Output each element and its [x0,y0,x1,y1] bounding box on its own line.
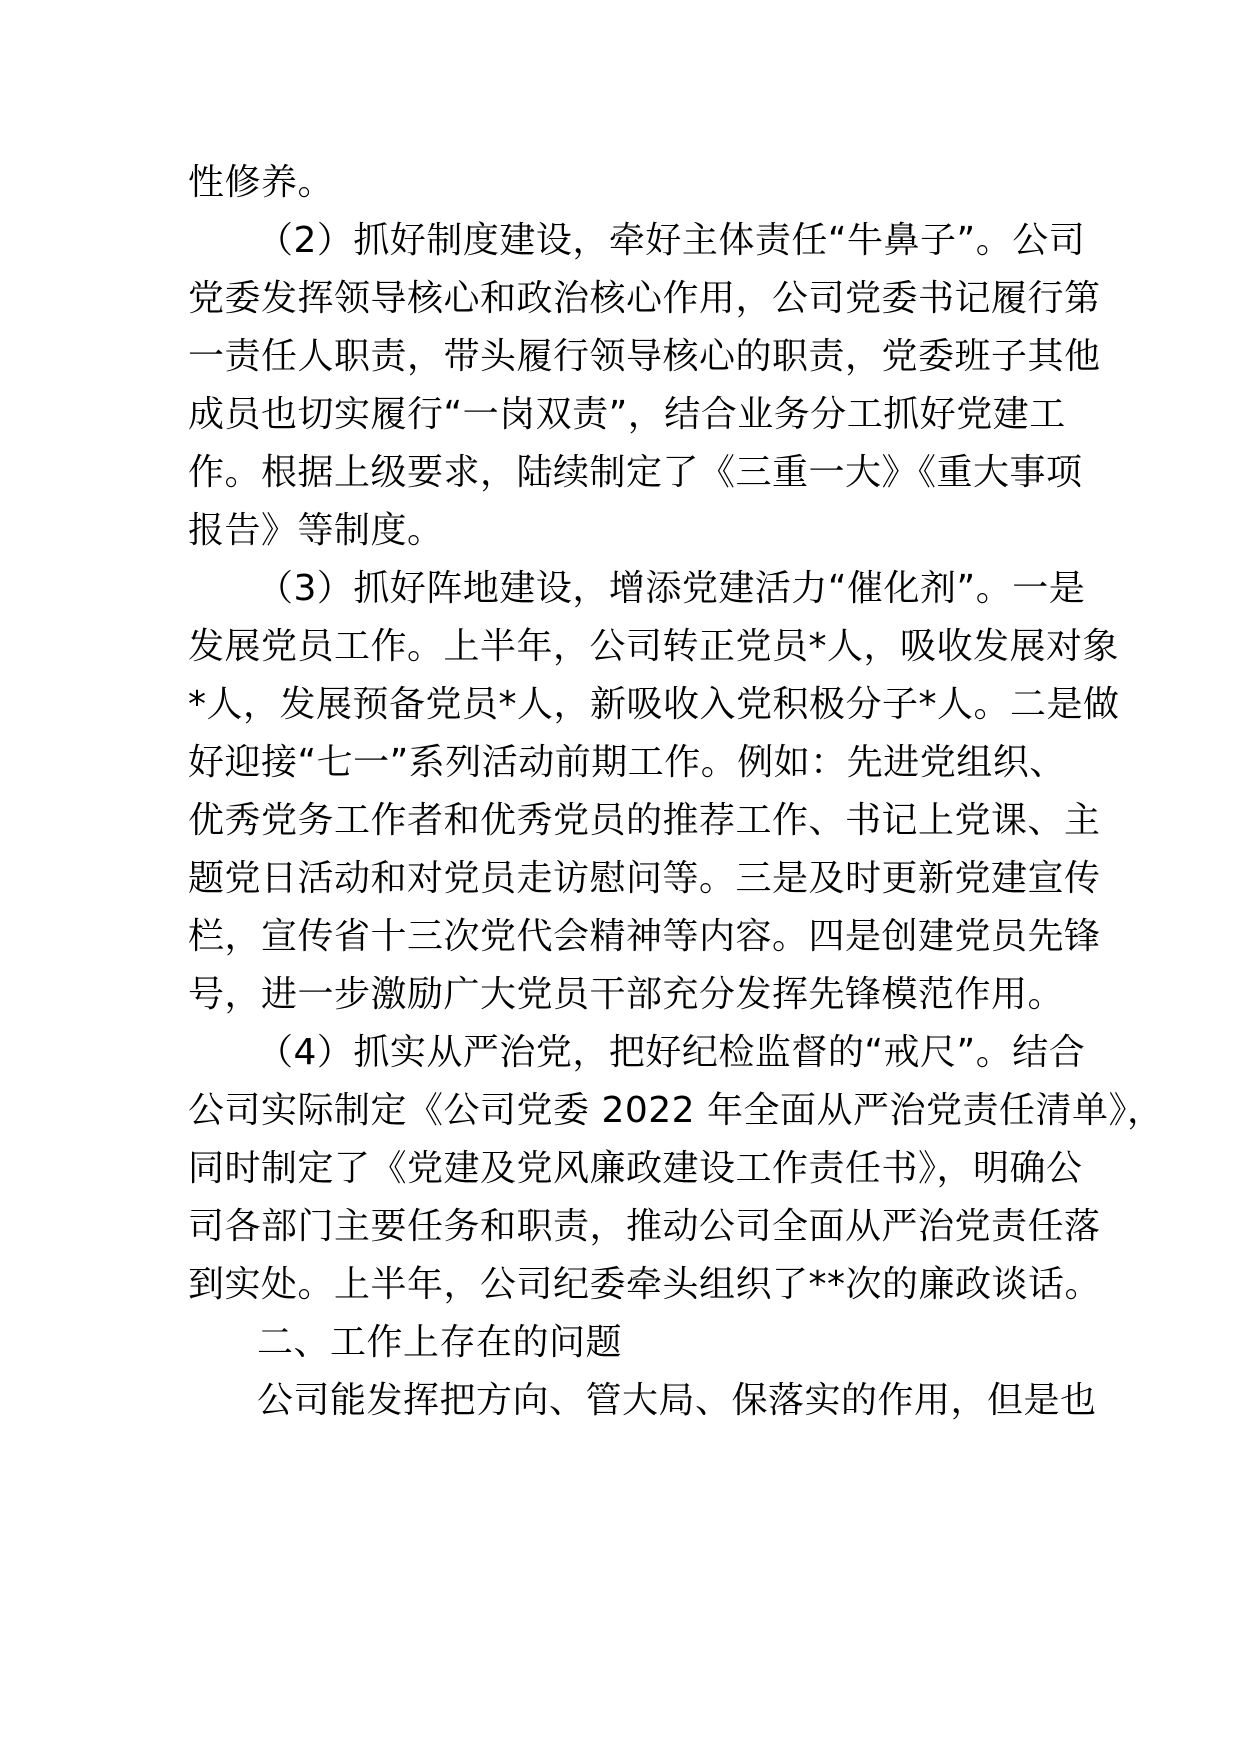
text-line-13: 题党日活动和对党员走访慰问等。三是及时更新党建宣传 [188,858,1101,899]
text-line-9: 发展党员工作。上半年，公司转正党员*人，吸收发展对象 [188,626,1120,667]
text-line-20: 到实处。上半年，公司纪委牵头组织了**次的廉政谈话。 [188,1264,1102,1305]
text-line-7: 报告》等制度。 [188,510,444,551]
text-line-16: （4）抓实从严治党，把好纪检监督的“戒尺”。结合 [257,1032,1086,1073]
text-line-6: 作。根据上级要求，陆续制定了《三重一大》《重大事项 [188,452,1083,493]
text-line-22: 公司能发挥把方向、管大局、保落实的作用，但是也 [257,1380,1097,1421]
text-line-19: 司各部门主要任务和职责，推动公司全面从严治党责任落 [188,1206,1101,1247]
text-line-8: （3）抓好阵地建设，增添党建活力“催化剂”。一是 [257,568,1086,609]
text-line-3: 党委发挥领导核心和政治核心作用，公司党委书记履行第 [188,278,1101,319]
text-line-1: 性修养。 [188,162,335,203]
text-line-4: 一责任人职责，带头履行领导核心的职责，党委班子其他 [188,336,1101,377]
section-heading: 二、工作上存在的问题 [257,1322,623,1363]
text-line-2: （2）抓好制度建设，牵好主体责任“牛鼻子”。公司 [257,220,1086,261]
text-line-18: 同时制定了《党建及党风廉政建设工作责任书》，明确公 [188,1148,1083,1189]
text-line-17: 公司实际制定《公司党委 2022 年全面从严治党责任清单》， [188,1090,1164,1131]
text-line-14: 栏，宣传省十三次党代会精神等内容。四是创建党员先锋 [188,916,1101,957]
text-line-12: 优秀党务工作者和优秀党员的推荐工作、书记上党课、主 [188,800,1101,841]
text-line-10: *人，发展预备党员*人，新吸收入党积极分子*人。二是做 [188,684,1120,725]
text-line-5: 成员也切实履行“一岗双责”，结合业务分工抓好党建工 [188,394,1066,435]
text-line-15: 号，进一步激励广大党员干部充分发挥先锋模范作用。 [188,974,1065,1015]
text-line-11: 好迎接“七一”系列活动前期工作。例如：先进党组织、 [188,742,1066,783]
